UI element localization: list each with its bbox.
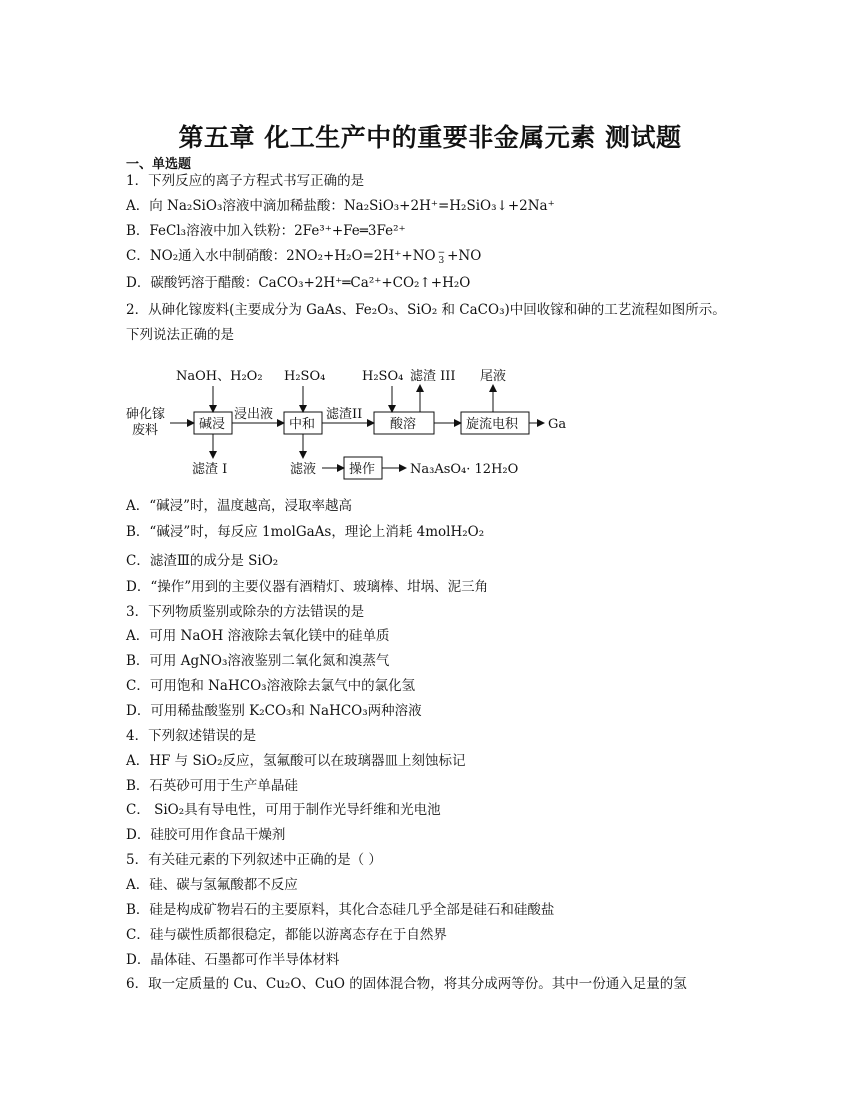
question-3-stem: 3．下列物质鉴别或除杂的方法错误的是 [126,604,365,620]
question-4-stem: 4．下列叙述错误的是 [126,728,257,744]
page-title: 第五章 化工生产中的重要非金属元素 测试题 [178,123,682,152]
question-6-stem: 6．取一定质量的 Cu、Cu₂O、CuO 的固体混合物，将其分成两等份。其中一份通入足量的氢 [126,976,687,992]
question-1-option-d: D．碳酸钙溶于醋酸：CaCO₃+2H⁺═Ca²⁺+CO₂↑+H₂O [126,275,471,291]
label-residue-1: 滤渣 I [192,462,228,477]
label-source-2: 废料 [132,423,159,438]
question-1-stem: 1．下列反应的离子方程式书写正确的是 [126,173,365,189]
question-2-stem [126,301,726,319]
question-5-option-b: B．硅是构成矿物岩石的主要原料，其化合态硅几乎全部是硅石和硅酸盐 [126,902,555,918]
label-leachate: 浸出液 [234,407,274,422]
box-operation-text: 操作 [349,462,376,477]
label-residue-2: 滤渣II [326,407,363,422]
question-1-option-c [126,247,481,265]
question-3-option-c: C．可用饱和 NaHCO₃溶液除去氯气中的氯化氢 [126,678,416,694]
question-4-option-c: C． SiO₂具有导电性，可用于制作光导纤维和光电池 [126,802,441,818]
question-4-option-b: B．石英砂可用于生产单晶硅 [126,778,298,794]
question-3-option-b: B．可用 AgNO₃溶液鉴别二氧化氮和溴蒸气 [126,653,390,669]
label-h2so4-1: H₂SO₄ [284,369,326,384]
label-source-1: 砷化镓 [126,407,166,422]
question-1-option-b: B．FeCl₃溶液中加入铁粉：2Fe³⁺+Fe═3Fe²⁺ [126,223,406,239]
nitrate-ion [413,248,447,264]
box-alkali-leach-text: 碱浸 [199,417,226,432]
box-electrowinning-text: 旋流电积 [466,417,519,432]
question-1-option-a: A．向 Na₂SiO₃溶液中滴加稀盐酸：Na₂SiO₃+2H⁺=H₂SiO₃↓+2Na⁺ [126,198,555,214]
option-c-suffix: +NO [447,248,482,264]
question-2-option-c: C．滤渣Ⅲ的成分是 SiO₂ [126,553,279,569]
nitrate-scripts: − 3 [437,247,446,266]
question-4-option-a: A．HF 与 SiO₂反应，氢氟酸可以在玻璃器皿上刻蚀标记 [126,753,466,769]
option-c-prefix: C．NO₂通入水中制硝酸：2NO₂+H₂O=2H⁺+ [126,248,413,264]
label-product: Na₃AsO₄· 12H₂O [410,462,519,477]
nitrate-formula: NO [412,248,436,264]
question-4-option-d: D．硅胶可用作食品干燥剂 [126,827,286,843]
question-5-option-a: A．硅、碳与氢氟酸都不反应 [126,877,298,893]
question-2-stem-line2: 下列说法正确的是 [126,327,234,343]
question-3-option-a: A．可用 NaOH 溶液除去氧化镁中的硅单质 [126,628,390,644]
question-2-option-b: B．“碱浸”时，每反应 1molGaAs，理论上消耗 4molH₂O₂ [126,524,485,540]
label-ga: Ga [548,417,567,432]
box-acid-dissolve-text: 酸溶 [390,417,417,432]
question-5-stem: 5．有关硅元素的下列叙述中正确的是（ ） [126,852,382,868]
question-2-stem-b: Fe₂O₃、SiO₂ 和 CaCO₃)中回收镓和砷的工艺流程如图所示。 [355,302,726,318]
box-neutralize-text: 中和 [289,417,316,432]
question-3-option-d: D．可用稀盐酸鉴别 K₂CO₃和 NaHCO₃两种溶液 [126,703,422,719]
label-residue-3: 滤渣 III [410,369,456,384]
label-naoh-h2o2: NaOH、H₂O₂ [176,369,263,384]
label-tail-liquid: 尾液 [480,369,507,384]
question-5-option-c: C．硅与碳性质都很稳定，都能以游离态存在于自然界 [126,927,447,943]
question-5-option-d: D．晶体硅、石墨都可作半导体材料 [126,952,340,968]
question-2-option-a: A．“碱浸”时，温度越高，浸取率越高 [126,498,353,514]
question-2-option-d: D．“操作”用到的主要仪器有酒精灯、玻璃棒、坩埚、泥三角 [126,579,489,595]
question-2-stem-a: 2．从砷化镓废料(主要成分为 GaAs、 [126,302,356,318]
label-h2so4-2: H₂SO₄ [362,369,404,384]
section-heading: 一、单选题 [126,157,192,172]
process-flow-diagram [126,360,576,485]
label-filtrate: 滤液 [290,462,317,477]
